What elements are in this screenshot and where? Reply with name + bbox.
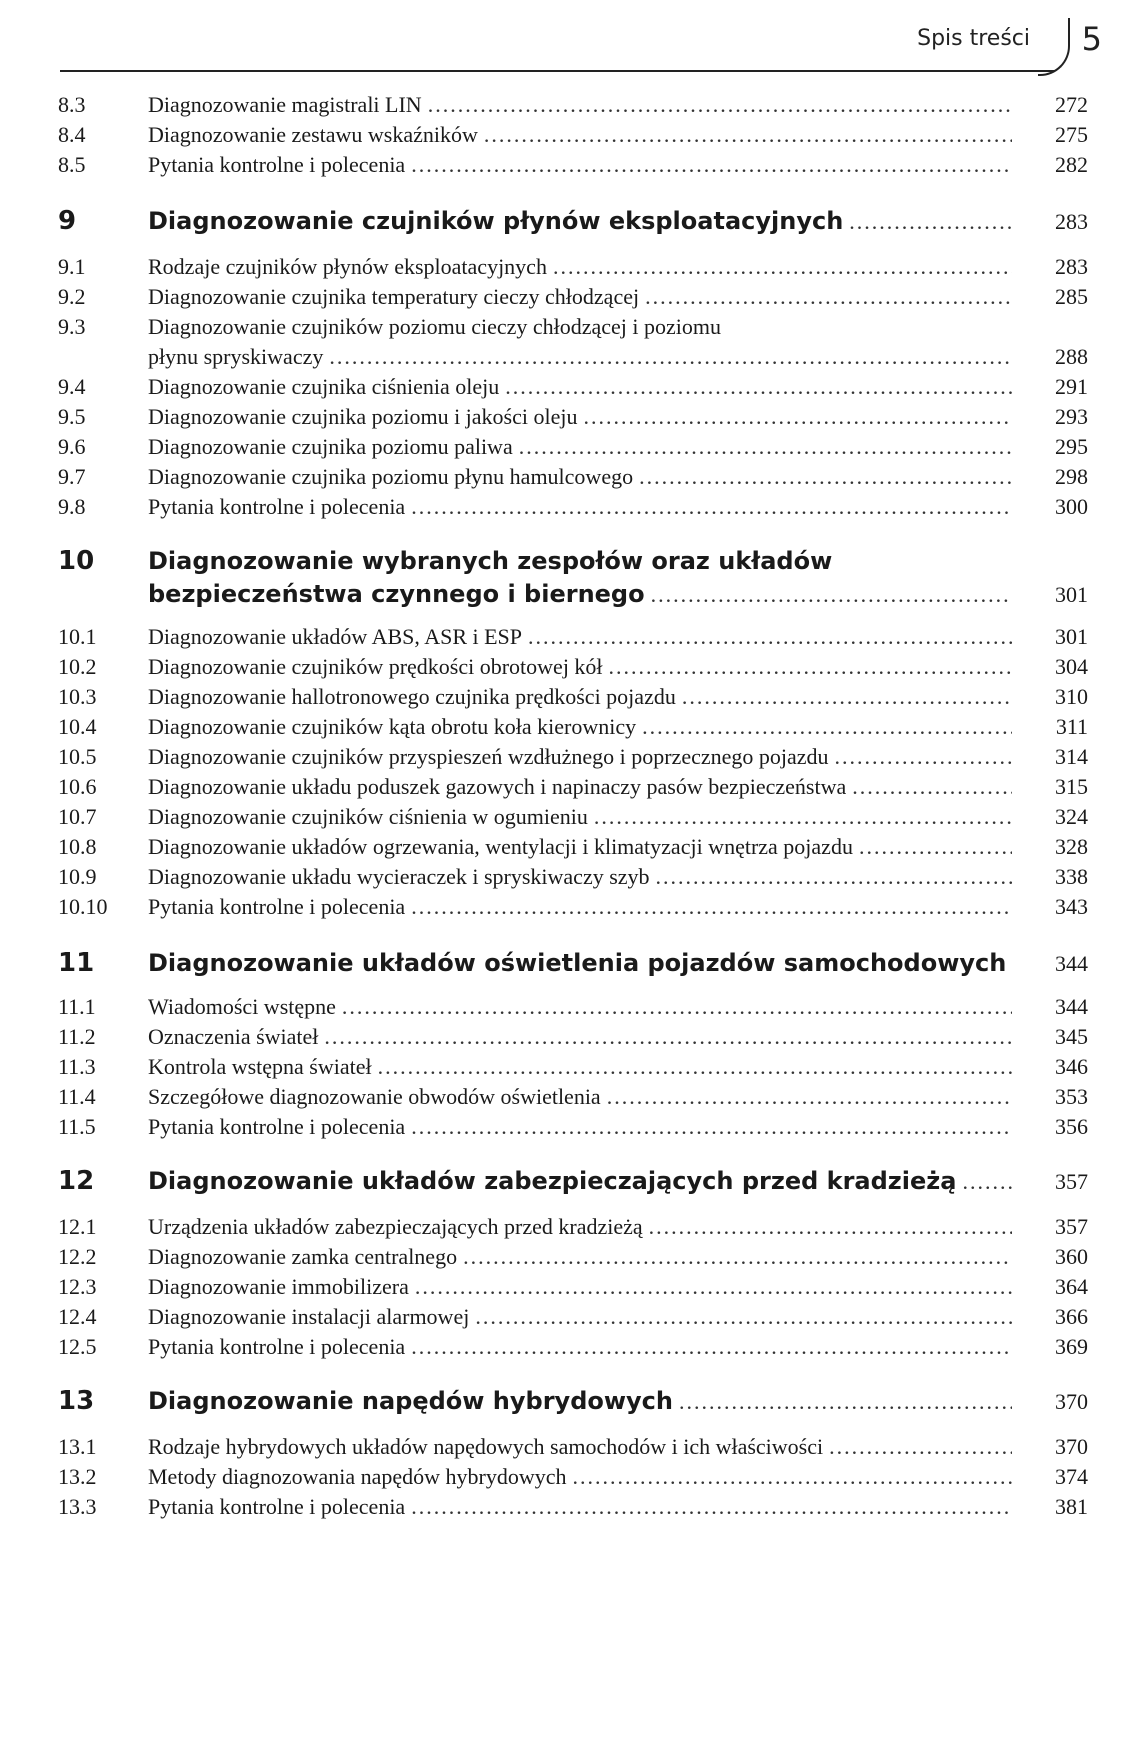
section-title: Diagnozowanie immobilizera: [148, 1274, 409, 1299]
toc-chapter[interactable]: [58, 948, 1088, 978]
section-number: 10.6: [58, 774, 97, 799]
page-ref: 356: [1055, 1114, 1088, 1139]
section-number: 9.4: [58, 374, 86, 399]
toc-entry[interactable]: [58, 1084, 1088, 1110]
section-number: 11.1: [58, 994, 96, 1019]
section-title: Diagnozowanie układu wycieraczek i spryskiwaczy szyb: [148, 864, 650, 889]
dot-leader: [859, 834, 1012, 860]
dot-leader: [411, 1334, 1012, 1360]
section-number: 13.3: [58, 1494, 97, 1519]
dot-leader: [528, 624, 1012, 650]
toc-entry[interactable]: [58, 834, 1088, 860]
dot-leader: [682, 684, 1012, 710]
section-number: 10.3: [58, 684, 97, 709]
section-number: 10.10: [58, 894, 108, 919]
page-ref: 345: [1055, 1024, 1088, 1049]
toc-entry[interactable]: [58, 1214, 1088, 1240]
section-number: 9.2: [58, 284, 86, 309]
dot-leader: [829, 1434, 1012, 1460]
dot-leader: [428, 92, 1012, 118]
toc-entry[interactable]: [58, 1464, 1088, 1490]
section-title: Diagnozowanie czujnika poziomu płynu hamulcowego: [148, 464, 634, 489]
page-ref: 315: [1055, 774, 1088, 799]
toc-chapter[interactable]: [58, 1166, 1088, 1196]
dot-leader: [645, 284, 1012, 310]
toc-entry[interactable]: [58, 1304, 1088, 1330]
toc-entry[interactable]: [58, 314, 1088, 369]
dot-leader: [649, 1214, 1012, 1240]
dot-leader: [553, 254, 1012, 280]
section-number: 8.5: [58, 152, 86, 177]
section-number: 9.3: [58, 314, 86, 339]
section-number: 12.2: [58, 1244, 97, 1269]
section-title: Diagnozowanie układu poduszek gazowych i napinaczy pasów bezpieczeństwa: [148, 774, 847, 799]
page-ref: 357: [1055, 1214, 1088, 1239]
page-ref: 283: [1055, 254, 1088, 279]
section-number: 9.6: [58, 434, 86, 459]
dot-leader: [642, 714, 1012, 740]
running-header-title: Spis treści: [917, 26, 1030, 51]
section-title-line1: Diagnozowanie czujników poziomu cieczy chłodzącej i poziomu: [148, 314, 722, 339]
toc-entry[interactable]: [58, 994, 1088, 1020]
page-ref: 370: [1055, 1434, 1088, 1459]
section-number: 8.3: [58, 92, 86, 117]
section-title: Pytania kontrolne i polecenia: [148, 1114, 406, 1139]
section-number: 10.8: [58, 834, 97, 859]
section-number: 10.7: [58, 804, 97, 829]
section-number: 8.4: [58, 122, 86, 147]
section-title: Diagnozowanie układów ogrzewania, wentylacji i klimatyzacji wnętrza pojazdu: [148, 834, 853, 859]
section-title: Diagnozowanie hallotronowego czujnika prędkości pojazdu: [148, 684, 676, 709]
section-number: 9.7: [58, 464, 86, 489]
toc-entry[interactable]: [58, 1054, 1088, 1080]
section-title: Diagnozowanie układów ABS, ASR i ESP: [148, 624, 523, 649]
page-ref: 311: [1055, 714, 1088, 739]
section-title: Metody diagnozowania napędów hybrydowych: [148, 1464, 567, 1489]
toc-entry[interactable]: [58, 404, 1088, 430]
page-ref: 314: [1055, 744, 1088, 769]
toc-entry[interactable]: [58, 434, 1088, 460]
section-number: 9.8: [58, 494, 86, 519]
page-ref: 301: [1055, 624, 1088, 649]
section-number: 13.2: [58, 1464, 97, 1489]
section-title: Pytania kontrolne i polecenia: [148, 152, 406, 177]
page-ref: 381: [1055, 1494, 1088, 1519]
toc-entry[interactable]: [58, 684, 1088, 710]
page-ref: 283: [1055, 209, 1088, 234]
page-ref: 291: [1055, 374, 1088, 399]
section-number: 10.9: [58, 864, 97, 889]
section-number: 10.1: [58, 624, 97, 649]
running-header: [60, 18, 1110, 78]
section-title: Diagnozowanie magistrali LIN: [148, 92, 422, 117]
section-title: Diagnozowanie czujników kąta obrotu koła kierownicy: [148, 714, 637, 739]
section-number: 11.5: [58, 1114, 96, 1139]
section-title-line2: płynu spryskiwaczy: [148, 344, 324, 369]
toc-entry[interactable]: [58, 122, 1088, 148]
page-ref: 288: [1055, 344, 1088, 369]
dot-leader: [411, 494, 1012, 520]
dot-leader: [505, 374, 1012, 400]
dot-leader: [411, 152, 1012, 178]
dot-leader: [639, 464, 1012, 490]
toc-entry[interactable]: [58, 654, 1088, 680]
toc-entry[interactable]: [58, 1114, 1088, 1140]
section-number: 10.5: [58, 744, 97, 769]
dot-leader: [324, 1024, 1012, 1050]
toc-chapter[interactable]: [58, 546, 1088, 608]
page-ref: 324: [1055, 804, 1088, 829]
chapter-number: 9: [58, 206, 77, 236]
page-ref: 369: [1055, 1334, 1088, 1359]
section-title: Diagnozowanie czujników przyspieszeń wzdłużnego i poprzecznego pojazdu: [148, 744, 829, 769]
section-title: Wiadomości wstępne: [148, 994, 336, 1019]
toc-entry[interactable]: [58, 1494, 1088, 1520]
section-number: 10.4: [58, 714, 97, 739]
dot-leader: [609, 654, 1012, 680]
dot-leader: [411, 894, 1012, 920]
chapter-number: 12: [58, 1166, 95, 1196]
toc-entry[interactable]: [58, 464, 1088, 490]
toc-chapter[interactable]: [58, 1386, 1088, 1416]
page-ref: 275: [1055, 122, 1088, 147]
section-number: 12.1: [58, 1214, 97, 1239]
section-number: 12.3: [58, 1274, 97, 1299]
section-number: 13.1: [58, 1434, 97, 1459]
dot-leader: [583, 404, 1012, 430]
section-number: 12.4: [58, 1304, 97, 1329]
section-title: Diagnozowanie czujnika poziomu paliwa: [148, 434, 513, 459]
section-title: Oznaczenia świateł: [148, 1024, 319, 1049]
section-title: Szczegółowe diagnozowanie obwodów oświetlenia: [148, 1084, 601, 1109]
toc-chapter[interactable]: [58, 206, 1088, 236]
toc-entry[interactable]: [58, 894, 1088, 920]
page-ref: 364: [1055, 1274, 1088, 1299]
page-ref: 374: [1055, 1464, 1088, 1489]
toc-entry[interactable]: [58, 774, 1088, 800]
dot-leader: [378, 1054, 1012, 1080]
page-ref: 300: [1055, 494, 1088, 519]
dot-leader: [463, 1244, 1012, 1270]
page-ref: 343: [1055, 894, 1088, 919]
section-number: 11.3: [58, 1054, 96, 1079]
page-ref: 282: [1055, 152, 1088, 177]
page-ref: 310: [1055, 684, 1088, 709]
toc-entry[interactable]: [58, 1334, 1088, 1360]
dot-leader: [962, 1169, 1012, 1195]
dot-leader: [573, 1464, 1012, 1490]
section-title: Diagnozowanie instalacji alarmowej: [148, 1304, 470, 1329]
section-number: 11.2: [58, 1024, 96, 1049]
page-ref: 272: [1055, 92, 1088, 117]
section-title: Urządzenia układów zabezpieczających przed kradzieżą: [148, 1214, 643, 1239]
dot-leader: [411, 1114, 1012, 1140]
section-title: Kontrola wstępna świateł: [148, 1054, 372, 1079]
page-ref: 360: [1055, 1244, 1088, 1269]
section-title: Pytania kontrolne i polecenia: [148, 494, 406, 519]
chapter-title-line2: bezpieczeństwa czynnego i biernego: [148, 580, 645, 608]
toc-entry[interactable]: [58, 1274, 1088, 1300]
chapter-number: 11: [58, 948, 95, 978]
header-curve: [1038, 18, 1070, 76]
dot-leader: [484, 122, 1012, 148]
section-title: Diagnozowanie zamka centralnego: [148, 1244, 458, 1269]
section-number: 9.1: [58, 254, 86, 279]
header-rule: [60, 70, 1055, 72]
section-number: 10.2: [58, 654, 97, 679]
dot-leader: [594, 804, 1012, 830]
dot-leader: [835, 744, 1012, 770]
page-ref: 301: [1055, 582, 1088, 607]
toc-entry[interactable]: [58, 374, 1088, 400]
toc-entry[interactable]: [58, 494, 1088, 520]
toc-entry[interactable]: [58, 1024, 1088, 1050]
dot-leader: [852, 774, 1012, 800]
chapter-title-line1: Diagnozowanie wybranych zespołów oraz układów: [148, 547, 833, 575]
section-title: Pytania kontrolne i polecenia: [148, 894, 406, 919]
toc-entry[interactable]: [58, 1434, 1088, 1460]
toc-entry[interactable]: [58, 1244, 1088, 1270]
section-title: Diagnozowanie czujnika ciśnienia oleju: [148, 374, 500, 399]
dot-leader: [329, 344, 1012, 370]
dot-leader: [411, 1494, 1012, 1520]
dot-leader: [849, 209, 1012, 235]
page-ref: 328: [1055, 834, 1088, 859]
chapter-title: Diagnozowanie układów zabezpieczających przed kradzieżą: [148, 1167, 957, 1195]
section-number: 11.4: [58, 1084, 96, 1109]
toc-entry[interactable]: [58, 864, 1088, 890]
dot-leader: [651, 582, 1012, 608]
toc-entry[interactable]: [58, 254, 1088, 280]
page-ref: 344: [1055, 994, 1088, 1019]
page-ref: 293: [1055, 404, 1088, 429]
chapter-title: Diagnozowanie układów oświetlenia pojazdów samochodowych: [148, 949, 1007, 977]
dot-leader: [607, 1084, 1012, 1110]
toc-entry[interactable]: [58, 744, 1088, 770]
chapter-number: 10: [58, 546, 95, 576]
page-ref: 298: [1055, 464, 1088, 489]
toc-entry[interactable]: [58, 92, 1088, 118]
page-ref: 357: [1055, 1169, 1088, 1194]
section-title: Rodzaje hybrydowych układów napędowych samochodów i ich właściwości: [148, 1434, 824, 1459]
page-ref: 304: [1055, 654, 1088, 679]
section-title: Diagnozowanie czujników ciśnienia w ogumieniu: [148, 804, 588, 829]
section-title: Pytania kontrolne i polecenia: [148, 1494, 406, 1519]
page-number: 5: [1081, 20, 1102, 58]
chapter-title: Diagnozowanie napędów hybrydowych: [148, 1387, 673, 1415]
section-title: Diagnozowanie czujników prędkości obrotowej kół: [148, 654, 603, 679]
chapter-title: Diagnozowanie czujników płynów eksploatacyjnych: [148, 207, 844, 235]
dot-leader: [656, 864, 1012, 890]
page-ref: 370: [1055, 1389, 1088, 1414]
dot-leader: [475, 1304, 1012, 1330]
toc-entry[interactable]: [58, 284, 1088, 310]
page-ref: 338: [1055, 864, 1088, 889]
toc-entry[interactable]: [58, 624, 1088, 650]
page-ref: 346: [1055, 1054, 1088, 1079]
page-ref: 366: [1055, 1304, 1088, 1329]
page-ref: 295: [1055, 434, 1088, 459]
toc-entry[interactable]: [58, 804, 1088, 830]
dot-leader: [679, 1389, 1012, 1415]
toc-entry[interactable]: [58, 152, 1088, 178]
chapter-number: 13: [58, 1386, 95, 1416]
page-ref: 285: [1055, 284, 1088, 309]
dot-leader: [415, 1274, 1012, 1300]
section-number: 12.5: [58, 1334, 97, 1359]
page-ref: 344: [1055, 951, 1088, 976]
section-title: Diagnozowanie zestawu wskaźników: [148, 122, 478, 147]
toc-entry[interactable]: [58, 714, 1088, 740]
section-title: Diagnozowanie czujnika temperatury cieczy chłodzącej: [148, 284, 640, 309]
section-number: 9.5: [58, 404, 86, 429]
dot-leader: [342, 994, 1012, 1020]
section-title: Rodzaje czujników płynów eksploatacyjnych: [148, 254, 547, 279]
dot-leader: [519, 434, 1012, 460]
section-title: Diagnozowanie czujnika poziomu i jakości oleju: [148, 404, 578, 429]
page-ref: 353: [1055, 1084, 1088, 1109]
section-title: Pytania kontrolne i polecenia: [148, 1334, 406, 1359]
